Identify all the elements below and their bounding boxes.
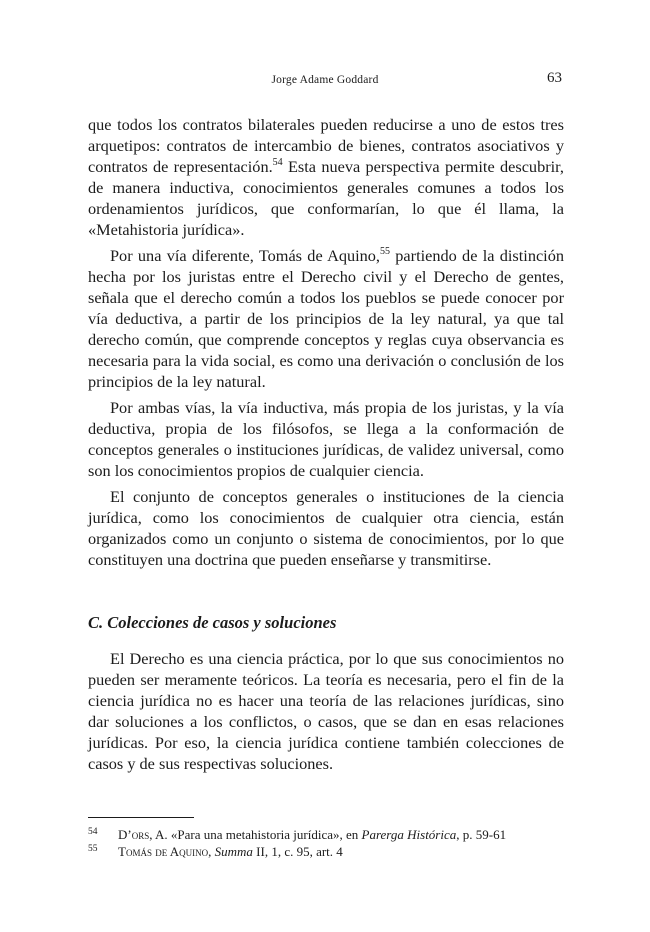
footnote-title: Parerga Histórica — [361, 827, 457, 842]
paragraph-2 — [88, 245, 564, 392]
section-heading: C. Colecciones de casos y soluciones — [88, 613, 337, 632]
footnote-text-before: , A. «Para una metahistoria jurídica», en — [149, 827, 362, 842]
footnote-separator — [88, 817, 194, 818]
main-text — [88, 114, 564, 575]
footnote-text — [118, 843, 343, 860]
footnote-text-after: , p. 59-61 — [456, 827, 507, 842]
running-header-author: Jorge Adame Goddard — [271, 74, 379, 86]
footnote-54 — [88, 826, 564, 843]
paragraph-2-text-a: Por una vía diferente, Tomás de Aquino, — [110, 246, 380, 265]
footnote-text-before: , — [208, 844, 215, 859]
paragraph-2-text-b: partiendo de la distinción hecha por los juristas entre el Derecho civil y el Derecho de gentes, señala que el derecho común a todos los pueblos se puede conocer por vía deductiva, a partir de los principios de la ley natural, ya que tal derecho común, que comprende conceptos y reglas cuya observancia es necesaria para la vida social, es como una derivación o conclusión de los principios de la ley natural. — [88, 246, 564, 391]
section-paragraph: El Derecho es una ciencia práctica, por lo que sus conocimientos no pueden ser meramente teóricos. La teoría es necesaria, pero el fin de la ciencia jurídica no es hacer una teoría de las relaciones jurídicas, sino dar soluciones a los conflictos, o casos, que se dan en esas relaciones jurídicas. Por eso, la ciencia jurídica contiene también colecciones de casos y de sus respectivas soluciones. — [88, 649, 564, 773]
footnote-number: 54 — [88, 827, 98, 837]
footnote-55 — [88, 843, 564, 860]
footnote-title: Summa — [214, 844, 253, 859]
footnote-ref-55: 55 — [379, 245, 390, 257]
paragraph-1 — [88, 114, 564, 240]
footnote-text-after: II, 1, c. 95, art. 4 — [252, 844, 343, 859]
section-body — [88, 648, 564, 774]
paragraph-1-text-a: que todos los contratos bilaterales pueden reducirse a uno de estos tres arquetipos: contratos de intercambio de bienes, contratos asociativos y contratos de representación. — [88, 115, 564, 176]
paragraph-3: Por ambas vías, la vía inductiva, más propia de los juristas, y la vía deductiva, propia de los filósofos, se llega a la conformación de conceptos generales o instituciones jurídicas, de validez universal, como son los conocimientos propios de cualquier ciencia. — [88, 398, 564, 480]
page-number: 63 — [547, 70, 562, 86]
paragraph-1-text-b: Esta nueva perspectiva permite descubrir, de manera inductiva, conocimientos generales comunes a todos los ordenamientos jurídicos, que conformarían, lo que él llama, la «Metahistoria jurídica». — [88, 157, 564, 239]
footnote-author: Tomás de Aquino — [118, 844, 209, 859]
footnote-text — [118, 826, 506, 843]
footnotes — [88, 826, 564, 860]
paragraph-4: El conjunto de conceptos generales o instituciones de la ciencia jurídica, como los conocimientos de cualquier otra ciencia, están organizados como un conjunto o sistema de conocimientos, por lo que constituyen una doctrina que pueden enseñarse y transmitirse. — [88, 487, 564, 569]
footnote-number: 55 — [88, 844, 98, 854]
footnote-ref-54: 54 — [272, 156, 283, 168]
footnote-author: D’ors — [118, 827, 150, 842]
